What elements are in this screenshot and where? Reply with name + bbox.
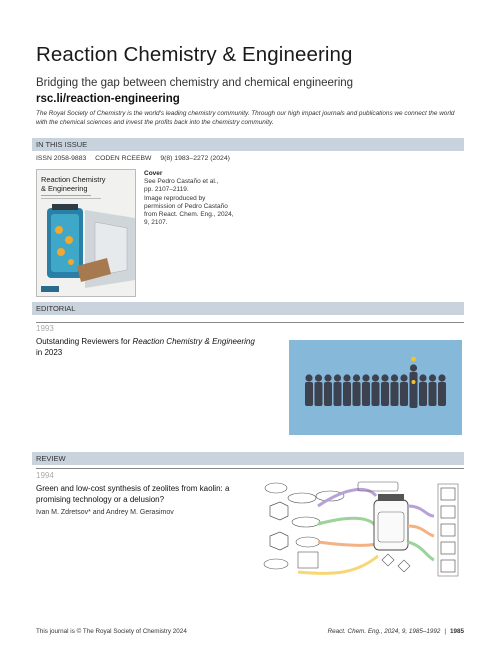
volume-pages: 9(8) 1983–2272 (2024)	[160, 155, 230, 162]
review-graphical-abstract	[258, 476, 462, 586]
reviewer-figure	[400, 374, 408, 406]
reviewer-figure	[438, 374, 446, 406]
cover-caption-line: from React. Chem. Eng., 2024,	[144, 211, 234, 219]
reviewer-figure	[429, 374, 437, 406]
cover-caption	[144, 170, 244, 227]
cover-caption-line: permission of Pedro Castaño	[144, 202, 228, 210]
section-bar-editorial: EDITORIAL	[32, 302, 464, 315]
reviewer-figure	[353, 374, 361, 406]
divider	[36, 322, 464, 323]
editorial-title-part1: Outstanding Reviewers for	[36, 337, 133, 346]
section-bar-review: REVIEW	[32, 452, 464, 465]
reviewer-figure	[372, 374, 380, 406]
section-bar-in-this-issue: IN THIS ISSUE	[32, 138, 464, 151]
editorial-figure	[289, 340, 462, 435]
rsc-blurb: The Royal Society of Chemistry is the world's leading chemistry community. Through our high impact journals and publications we connect the world with the chemical sciences and invest the profits back into the chemistry community.	[36, 110, 455, 126]
highlighted-reviewer-figure	[410, 357, 418, 408]
review-authors: Ivan M. Zdretsov* and Andrey M. Gerasimov	[36, 509, 174, 516]
editorial-title[interactable]	[36, 337, 256, 358]
cover-caption-line: pp. 2107–2119.	[144, 186, 189, 194]
cover-image	[36, 169, 136, 297]
reviewer-figure	[334, 374, 342, 406]
cover-caption-line: See Pedro Castaño et al.,	[144, 178, 219, 186]
editorial-page-number: 1993	[36, 324, 54, 333]
coden: CODEN RCEEBW	[95, 155, 152, 162]
reviewer-figure	[305, 374, 313, 406]
reviewer-figure	[391, 374, 399, 406]
reviewer-figure	[315, 374, 323, 406]
footer-copyright: This journal is © The Royal Society of Chemistry 2024	[36, 628, 187, 635]
journal-url[interactable]: rsc.li/reaction-engineering	[36, 93, 180, 105]
review-title[interactable]: Green and low-cost synthesis of zeolites from kaolin: a promising technology or a delusion?	[36, 484, 230, 504]
review-page-number: 1994	[36, 471, 54, 480]
issn: ISSN 2058-9883	[36, 155, 87, 162]
reviewer-figure	[362, 374, 370, 406]
editorial-title-part2: in 2023	[36, 347, 63, 357]
divider	[36, 468, 464, 469]
footer-page-number: 1985	[449, 628, 464, 635]
editorial-title-italic: Reaction Chemistry & Engineering	[132, 337, 255, 346]
cover-caption-title: Cover	[144, 170, 163, 177]
reviewer-figure	[343, 374, 351, 406]
footer-citation: React. Chem. Eng., 2024, 9, 1985–1992 | 1985	[327, 628, 464, 635]
cover-caption-line: Image reproduced by	[144, 194, 206, 202]
reviewer-figure	[381, 374, 389, 406]
cover-journal-title-line1: Reaction Chemistry	[41, 175, 106, 184]
badge-icon	[412, 380, 416, 384]
footer-citation-text: React. Chem. Eng., 2024, 9, 1985–1992	[327, 628, 441, 635]
issn-line	[36, 155, 237, 162]
journal-title: Reaction Chemistry & Engineering	[36, 43, 353, 66]
cover-journal-title-line2: & Engineering	[41, 184, 88, 193]
reviewer-figure	[324, 374, 332, 406]
cover-caption-line: 9, 2107.	[144, 219, 168, 227]
journal-tagline: Bridging the gap between chemistry and chemical engineering	[36, 77, 354, 89]
lightbulb-icon	[411, 357, 416, 362]
reviewer-figure	[419, 374, 427, 406]
